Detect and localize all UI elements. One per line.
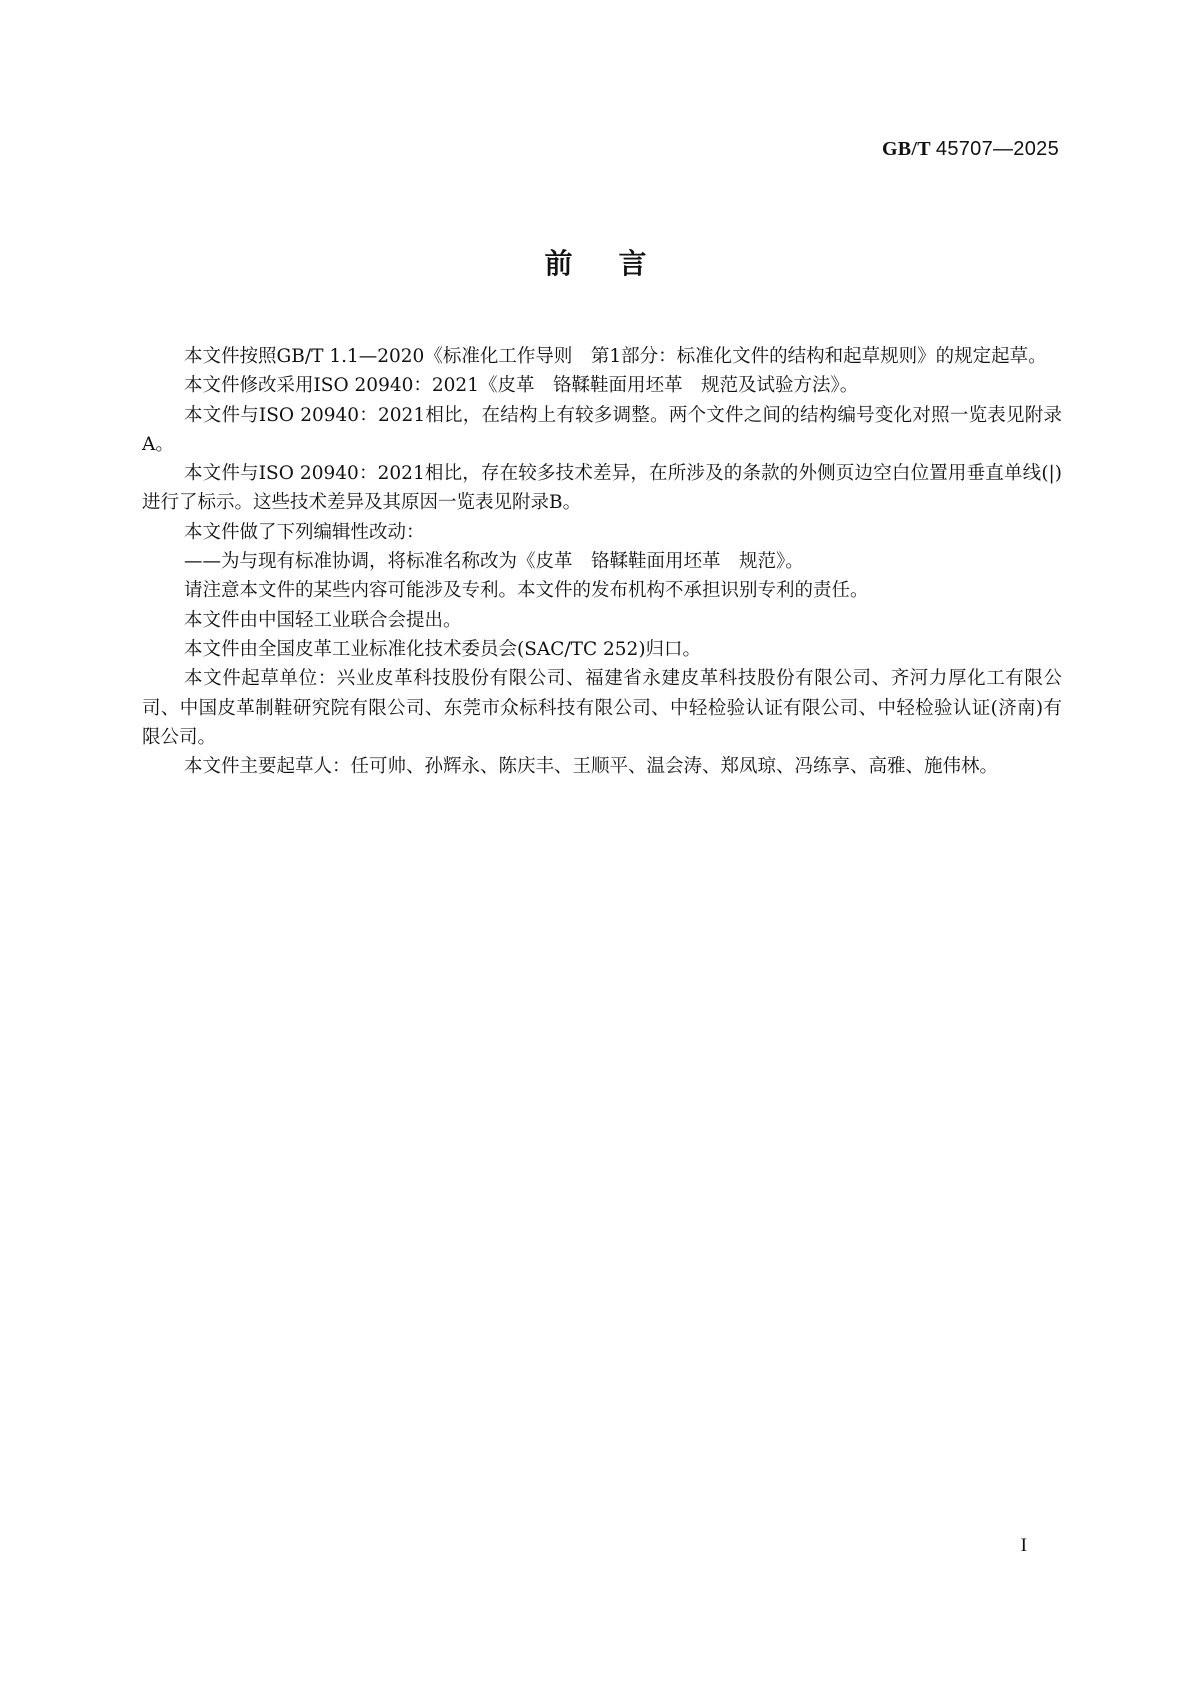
standard-prefix: GB/T <box>881 138 931 160</box>
paragraph-drafting-rules: 本文件按照GB/T 1.1—2020《标准化工作导则 第1部分：标准化文件的结构和起草规则》的规定起草。 <box>184 346 1047 367</box>
paragraph-editorial-change-item: ——为与现有标准协调，将标准名称改为《皮革 铬鞣鞋面用坯革 规范》。 <box>184 551 804 573</box>
paragraph-patent-notice: 请注意本文件的某些内容可能涉及专利。本文件的发布机构不承担识别专利的责任。 <box>184 580 869 602</box>
foreword-body <box>142 342 1062 781</box>
paragraph-technical-deviations: 本文件与ISO 20940：2021相比，存在较多技术差异，在所涉及的条款的外侧页边空白位置用垂直单线(|)进行了标示。这些技术差异及其原因一览表见附录B。 <box>142 463 1062 514</box>
standard-number: 45707—2025 <box>935 138 1059 160</box>
paragraph-proposed-by: 本文件由中国轻工业联合会提出。 <box>184 609 462 631</box>
paragraph-technical-committee: 本文件由全国皮革工业标准化技术委员会(SAC/TC 252)归口。 <box>184 638 702 660</box>
paragraph-drafters: 本文件主要起草人：任可帅、孙辉永、陈庆丰、王顺平、温会涛、郑凤琼、冯练享、高雅、施伟林。 <box>184 756 999 778</box>
paragraph-editorial-changes-intro: 本文件做了下列编辑性改动： <box>184 521 425 543</box>
page-number: I <box>1020 1535 1027 1556</box>
paragraph-adoption: 本文件修改采用ISO 20940：2021《皮革 铬鞣鞋面用坯革 规范及试验方法》。 <box>184 375 859 397</box>
paragraph-structural-changes: 本文件与ISO 20940：2021相比，在结构上有较多调整。两个文件之间的结构编号变化对照一览表见附录A。 <box>142 404 1062 455</box>
paragraph-drafting-organizations: 本文件起草单位：兴业皮革科技股份有限公司、福建省永建皮革科技股份有限公司、齐河力厚化工有限公司、中国皮革制鞋研究院有限公司、东莞市众标科技有限公司、中轻检验认证有限公司、中轻检验认证(济南)有限公司。 <box>142 668 1062 748</box>
standard-code-header <box>882 138 1059 161</box>
page-title: 前言 <box>544 247 693 280</box>
